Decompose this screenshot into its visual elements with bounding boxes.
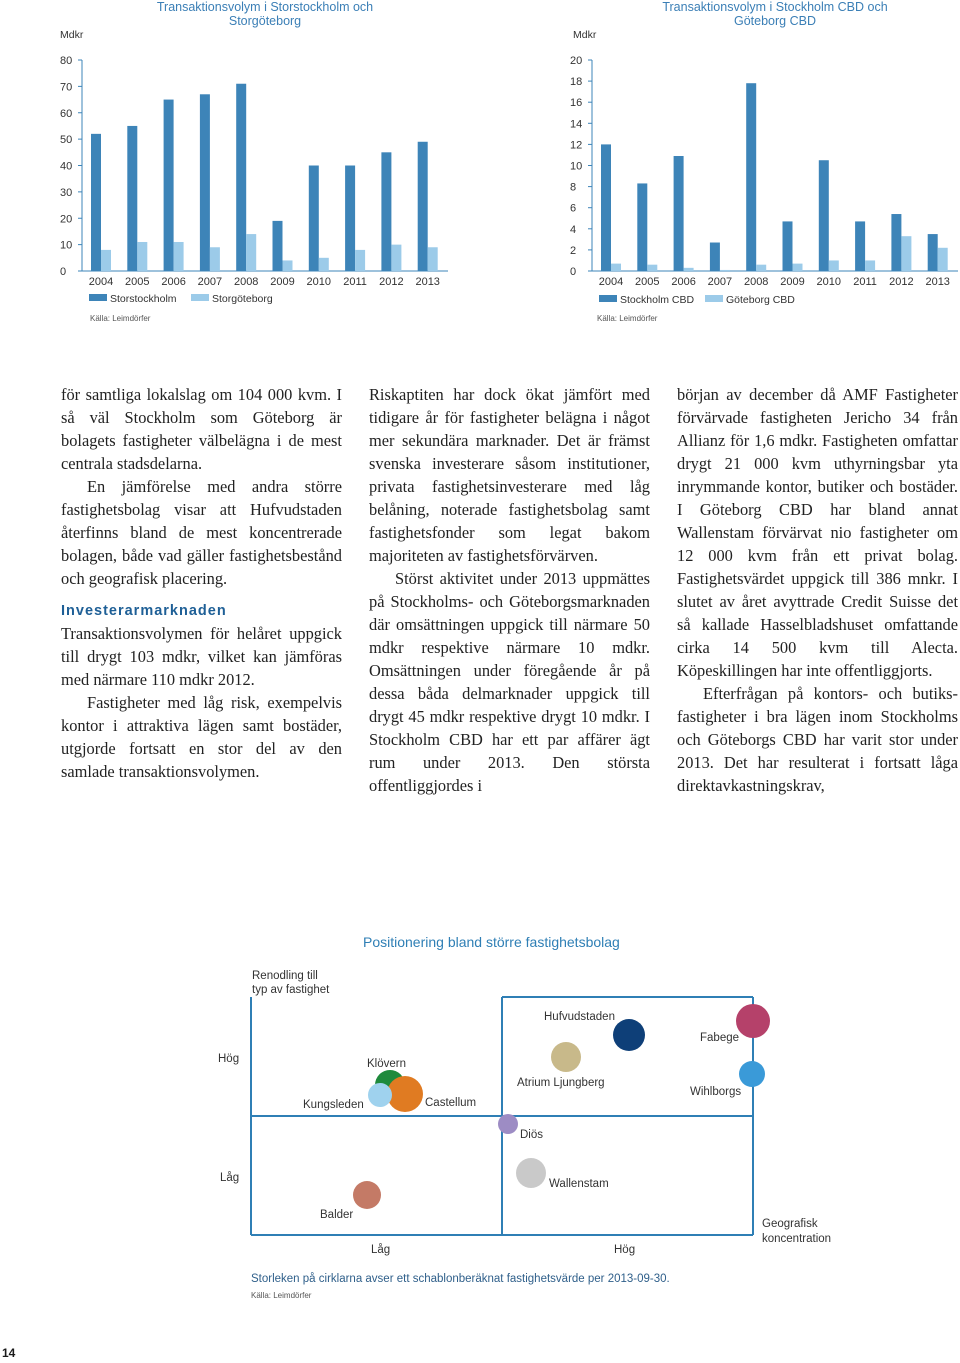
bar-storg-teborg-2009 bbox=[283, 260, 293, 271]
x-tick-label: 2011 bbox=[343, 276, 367, 288]
bubble-fabege bbox=[736, 1004, 770, 1038]
bar-storstockholm-2008 bbox=[236, 84, 246, 271]
bar-storstockholm-2011 bbox=[345, 166, 355, 272]
bar-storg-teborg-2004 bbox=[101, 250, 111, 271]
chart1-title: Transaktionsvolym i Storstockholm och Storgöteborg bbox=[156, 0, 374, 28]
x-label-lag: Låg bbox=[371, 1244, 391, 1256]
bar-storg-teborg-2011 bbox=[355, 250, 365, 271]
label-atrium-ljungberg: Atrium Ljungberg bbox=[517, 1077, 605, 1089]
label-wallenstam: Wallenstam bbox=[549, 1178, 609, 1190]
y-tick-label: 20 bbox=[60, 213, 73, 226]
bar-stockholm-cbd-2011 bbox=[855, 221, 865, 271]
x-tick-label: 2009 bbox=[780, 276, 805, 288]
paragraph: Efterfrågan på kontors- och butiksfastigheter i bra lägen inom Stockholms och Göteborgs CBD har varit stor under 2013. Det har resulterat i fortsatt låga direktavkastningskrav, bbox=[677, 684, 958, 795]
x-tick-label: 2006 bbox=[671, 276, 696, 288]
legend-swatch-storgoteborg bbox=[191, 294, 209, 301]
x-tick-label: 2008 bbox=[743, 276, 769, 288]
legend-label-storgoteborg: Storgöteborg bbox=[212, 293, 273, 305]
text-column-3 bbox=[677, 383, 958, 797]
bar-storstockholm-2009 bbox=[273, 221, 283, 271]
bar-stockholm-cbd-2008 bbox=[746, 83, 756, 271]
y-tick-label: 70 bbox=[60, 81, 73, 94]
paragraph: början av december då AMF Fastigheter förvärvade fastigheten Jericho 34 från Allianz för 1,6 mdkr. Fastigheten omfattar drygt 21 000 kvm uthyrningsbar yta inrymmande kontor, butiker och bostäder. I Göteborg CBD har bland annat Wallenstam förvärvat nio fastigheter om 12 000 kvm från ett privat bolag. Fastighetsvärdet uppgick till 386 mnkr. I slutet av året avyttrade Credit Suisse det så kallade Hasselbladshuset omfattande cirka 14 500 kvm till Alecta. Köpeskillingen har inte offentliggjorts. bbox=[677, 385, 958, 680]
diagram-title: Positionering bland större fastighetsbolag bbox=[363, 934, 620, 950]
bubble-dios bbox=[498, 1114, 518, 1134]
y-tick-label: 18 bbox=[570, 76, 583, 89]
bar-g-teborg-cbd-2013 bbox=[938, 248, 948, 271]
legend-swatch-storstockholm bbox=[89, 294, 107, 301]
bar-stockholm-cbd-2010 bbox=[819, 160, 829, 271]
bar-stockholm-cbd-2007 bbox=[710, 243, 720, 271]
diagram-source: Källa: Leimdörfer bbox=[251, 1291, 312, 1300]
label-hufvudstaden: Hufvudstaden bbox=[544, 1011, 615, 1023]
chart1 bbox=[55, 50, 455, 312]
bar-g-teborg-cbd-2011 bbox=[865, 260, 875, 271]
x-tick-label: 2012 bbox=[379, 276, 404, 288]
x-tick-label: 2012 bbox=[889, 276, 914, 288]
bar-g-teborg-cbd-2009 bbox=[793, 264, 803, 271]
y-tick-label: 10 bbox=[60, 239, 73, 252]
label-castellum: Castellum bbox=[425, 1097, 477, 1109]
y-tick-label: 60 bbox=[60, 107, 73, 120]
y-tick-label: 40 bbox=[60, 160, 73, 173]
bar-stockholm-cbd-2004 bbox=[601, 144, 611, 271]
x-label-hog: Hög bbox=[614, 1244, 636, 1256]
paragraph: Riskaptiten har dock ökat jämfört med tidigare år för fastigheter belägna i något mer sekundära marknader. Det är främst svenska investerare såsom institutioner, privata fastighetsinvesterare med låg belåning, noterade fastighetsbolag samt fastighetsfonder som legat bakom majoriteten av fastighetsförvärven. bbox=[369, 385, 650, 565]
bar-storg-teborg-2010 bbox=[319, 258, 329, 271]
y-tick-label: 10 bbox=[570, 160, 583, 173]
bubble-kungsleden bbox=[368, 1083, 392, 1107]
paragraph: Fastigheter med låg risk, exempelvis kontor i attraktiva lägen samt bostäder, utgjorde fortsatt en stor del av den samlade transaktionsvolymen. bbox=[61, 693, 342, 781]
y-tick-label: 4 bbox=[570, 223, 577, 236]
x-tick-label: 2004 bbox=[88, 276, 114, 288]
bubble-hufvudstaden bbox=[613, 1019, 645, 1051]
y-label-lag: Låg bbox=[220, 1172, 240, 1184]
y-tick-label: 2 bbox=[570, 244, 577, 257]
bar-stockholm-cbd-2009 bbox=[783, 221, 793, 271]
x-tick-label: 2006 bbox=[161, 276, 186, 288]
text-column-2 bbox=[369, 383, 650, 797]
bar-storstockholm-2010 bbox=[309, 166, 319, 272]
bar-stockholm-cbd-2013 bbox=[928, 234, 938, 271]
x-tick-label: 2005 bbox=[125, 276, 150, 288]
y-tick-label: 0 bbox=[60, 266, 67, 278]
chart1-source: Källa: Leimdörfer bbox=[90, 314, 151, 323]
page-number: 14 bbox=[2, 1346, 16, 1360]
chart2-source: Källa: Leimdörfer bbox=[597, 314, 658, 323]
paragraph: Störst aktivitet under 2013 uppmättes på Stockholms- och Göteborgsmarknaden där omsättningen uppgick till närmare 50 mdkr respektive närmare 10 mdkr. Omsättningen under föregående år på dessa båda delmarknader uppgick till drygt 45 mdkr respektive drygt 10 mdkr. I Stockholm CBD har ett par affärer ägt rum under 2013. Den största offentliggjordes i bbox=[369, 569, 650, 795]
legend-label-storstockholm: Storstockholm bbox=[110, 293, 177, 305]
bar-g-teborg-cbd-2008 bbox=[756, 265, 766, 271]
bubble-wihlborgs bbox=[739, 1061, 765, 1087]
bubble-castellum bbox=[387, 1076, 423, 1112]
y-tick-label: 80 bbox=[60, 55, 73, 67]
bar-storstockholm-2012 bbox=[381, 152, 391, 271]
y-tick-label: 14 bbox=[570, 118, 583, 131]
x-tick-label: 2010 bbox=[816, 276, 842, 288]
bar-g-teborg-cbd-2010 bbox=[829, 260, 839, 271]
bar-storstockholm-2005 bbox=[127, 126, 137, 271]
y-tick-label: 0 bbox=[570, 266, 577, 278]
paragraph: En jämförelse med andra större fastighetsbolag visar att Hufvudstaden återfinns bland de mest koncentrerade bolagen, både vad gäller fastighetsbestånd och geografisk placering. bbox=[61, 477, 342, 588]
y-axis-label-line2: typ av fastighet bbox=[252, 984, 330, 996]
bubble-wallenstam bbox=[516, 1158, 546, 1188]
bar-storstockholm-2004 bbox=[91, 134, 101, 271]
legend-label-stockholm-cbd: Stockholm CBD bbox=[620, 294, 695, 306]
bar-storstockholm-2006 bbox=[164, 100, 174, 271]
bar-storstockholm-2013 bbox=[418, 142, 428, 271]
y-tick-label: 30 bbox=[60, 186, 73, 199]
x-tick-label: 2009 bbox=[270, 276, 295, 288]
x-tick-label: 2004 bbox=[598, 276, 624, 288]
y-tick-label: 50 bbox=[60, 134, 73, 147]
x-tick-label: 2005 bbox=[635, 276, 660, 288]
x-tick-label: 2008 bbox=[233, 276, 259, 288]
y-tick-label: 16 bbox=[570, 97, 583, 110]
y-tick-label: 20 bbox=[570, 55, 583, 67]
legend-swatch-stockholm-cbd bbox=[599, 295, 617, 302]
bubble-atrium-ljungberg bbox=[551, 1042, 581, 1072]
y-axis-label-line1: Renodling till bbox=[252, 970, 318, 982]
bar-g-teborg-cbd-2012 bbox=[901, 236, 911, 271]
label-balder: Balder bbox=[320, 1209, 354, 1221]
bar-storstockholm-2007 bbox=[200, 94, 210, 271]
bar-storg-teborg-2013 bbox=[428, 247, 438, 271]
bar-storg-teborg-2005 bbox=[137, 242, 147, 271]
x-axis-label-line1: Geografisk bbox=[762, 1218, 818, 1230]
legend-label-goteborg-cbd: Göteborg CBD bbox=[726, 294, 795, 306]
bar-storg-teborg-2007 bbox=[210, 247, 220, 271]
bar-storg-teborg-2008 bbox=[246, 234, 256, 271]
paragraph: Transaktionsvolymen för helåret uppgick till drygt 103 mdkr, vilket kan jämföras med närmare 110 mdkr 2012. bbox=[61, 624, 342, 689]
bar-storg-teborg-2012 bbox=[391, 245, 401, 271]
y-tick-label: 8 bbox=[570, 181, 577, 194]
bar-storg-teborg-2006 bbox=[174, 242, 184, 271]
bar-g-teborg-cbd-2006 bbox=[684, 268, 694, 271]
chart2-unit: Mdkr bbox=[573, 29, 597, 41]
x-tick-label: 2013 bbox=[925, 276, 950, 288]
positioning-diagram bbox=[0, 925, 960, 1305]
bar-stockholm-cbd-2012 bbox=[891, 214, 901, 271]
chart2-title: Transaktionsvolym i Stockholm CBD och Göteborg CBD bbox=[662, 0, 888, 28]
legend-swatch-goteborg-cbd bbox=[705, 295, 723, 302]
section-heading: Investerarmarknaden bbox=[61, 603, 227, 619]
bar-stockholm-cbd-2005 bbox=[637, 183, 647, 271]
x-axis-label-line2: koncentration bbox=[762, 1233, 832, 1245]
x-tick-label: 2010 bbox=[306, 276, 332, 288]
diagram-footnote: Storleken på cirklarna avser ett schablonberäknat fastighetsvärde per 2013-09-30. bbox=[251, 1273, 670, 1285]
x-tick-label: 2007 bbox=[197, 276, 223, 288]
x-tick-label: 2011 bbox=[853, 276, 877, 288]
bar-g-teborg-cbd-2004 bbox=[611, 264, 621, 271]
text-column-1 bbox=[61, 383, 342, 783]
bar-stockholm-cbd-2006 bbox=[674, 156, 684, 271]
y-tick-label: 6 bbox=[570, 202, 577, 215]
label-kungsleden: Kungsleden bbox=[303, 1099, 364, 1111]
y-tick-label: 12 bbox=[570, 139, 583, 152]
label-klovern: Klövern bbox=[367, 1058, 406, 1070]
x-tick-label: 2007 bbox=[707, 276, 733, 288]
label-dios: Diös bbox=[520, 1129, 544, 1141]
bubble-balder bbox=[353, 1181, 381, 1209]
chart1-unit: Mdkr bbox=[60, 29, 84, 41]
chart2 bbox=[565, 50, 960, 312]
y-label-hog: Hög bbox=[218, 1053, 240, 1065]
label-wihlborgs: Wihlborgs bbox=[690, 1086, 742, 1098]
bar-g-teborg-cbd-2007 bbox=[720, 270, 730, 271]
x-tick-label: 2013 bbox=[415, 276, 440, 288]
label-fabege: Fabege bbox=[700, 1032, 740, 1044]
paragraph: för samtliga lokalslag om 104 000 kvm. I så väl Stockholm som Göteborg är bolagets fastigheter välbelägna i de mest centrala stadsdelarna. bbox=[61, 385, 342, 473]
bar-g-teborg-cbd-2005 bbox=[647, 265, 657, 271]
